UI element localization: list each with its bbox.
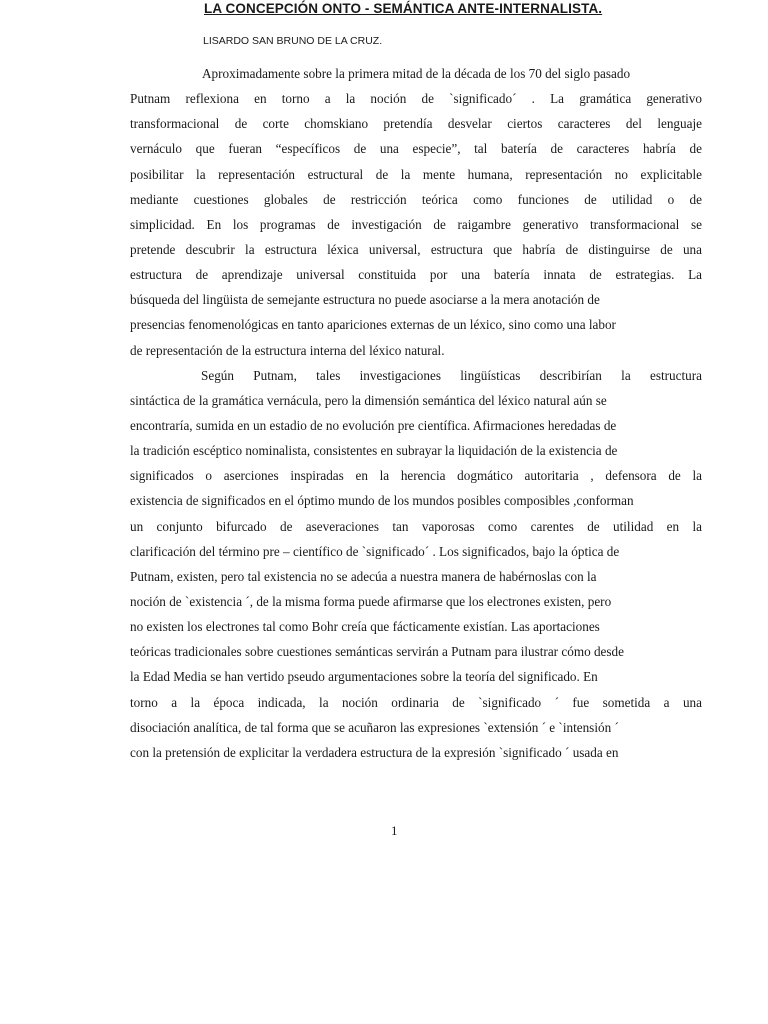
text-line: con la pretensión de explicitar la verdadera estructura de la expresión `significado ´ usada en [130,744,619,760]
text-line: noción de `existencia ´, de la misma forma puede afirmarse que los electrones existen, pero [130,593,612,609]
text-line: estructura de aprendizaje universal constituida por una batería innata de estrategias. La [130,267,702,283]
text-line: teóricas tradicionales sobre cuestiones semánticas servirán a Putnam para ilustrar cómo desde [130,644,624,660]
text-line: encontraría, sumida en un estadio de no evolución pre científica. Afirmaciones heredadas de [130,417,617,433]
text-line: presencias fenomenológicas en tanto apariciones externas de un léxico, sino como una labor [130,317,616,333]
text-line: la tradición escéptico nominalista, consistentes en subrayar la liquidación de la existencia de [130,443,618,459]
text-line: Aproximadamente sobre la primera mitad de la década de los 70 del siglo pasado [202,66,631,81]
text-line: torno a la época indicada, la noción ordinaria de `significado ´ fue sometida a una [130,694,702,710]
text-line: búsqueda del lingüista de semejante estructura no puede asociarse a la mera anotación de [130,292,600,308]
body-text [130,64,702,768]
text-line: transformacional de corte chomskiano pretendía desvelar ciertos caracteres del lenguaje [130,116,702,132]
text-line: disociación analítica, de tal forma que se acuñaron las expresiones `extensión ´ e `intensión ´ [130,719,619,735]
text-line: sintáctica de la gramática vernácula, pero la dimensión semántica del léxico natural aún se [130,392,607,408]
text-line: mediante cuestiones globales de restricción teórica como funciones de utilidad o de [130,191,702,207]
text-line: pretende descubrir la estructura léxica universal, estructura que habría de distinguirse de una [130,241,702,257]
text-line: significados o aserciones inspiradas en la herencia dogmático autoritaria , defensora de la [130,468,702,484]
text-line: existencia de significados en el óptimo mundo de los mundos posibles composibles ,conforman [130,493,634,509]
text-line: simplicidad. En los programas de investigación de raigambre generativo transformacional se [130,216,702,232]
text-line: Putnam, existen, pero tal existencia no se adecúa a nuestra manera de habérnoslas con la [130,568,597,584]
document-title: LA CONCEPCIÓN ONTO - SEMÁNTICA ANTE-INTERNALISTA. [204,1,603,16]
author-name: LISARDO SAN BRUNO DE LA CRUZ. [203,35,383,47]
text-line: la Edad Media se han vertido pseudo argumentaciones sobre la teoría del significado. En [130,669,598,685]
text-line: clarificación del término pre – científico de `significado´ . Los significados, bajo la óptica de [130,543,620,559]
text-line: Según Putnam, tales investigaciones lingüísticas describirían la estructura [201,367,702,383]
text-line: de representación de la estructura interna del léxico natural. [130,342,445,358]
text-line: vernáculo que fueran “específicos de una especie”, tal batería de caracteres habría de [130,141,702,157]
text-line: no existen los electrones tal como Bohr creía que fácticamente existían. Las aportaciones [130,619,600,635]
page-number: 1 [391,823,398,838]
text-line: un conjunto bifurcado de aseveraciones tan vaporosas como carentes de utilidad en la [130,518,702,534]
text-line: posibilitar la representación estructural de la mente humana, representación no explicitable [130,166,702,182]
text-line: Putnam reflexiona en torno a la noción de `significado´ . La gramática generativo [130,91,702,107]
